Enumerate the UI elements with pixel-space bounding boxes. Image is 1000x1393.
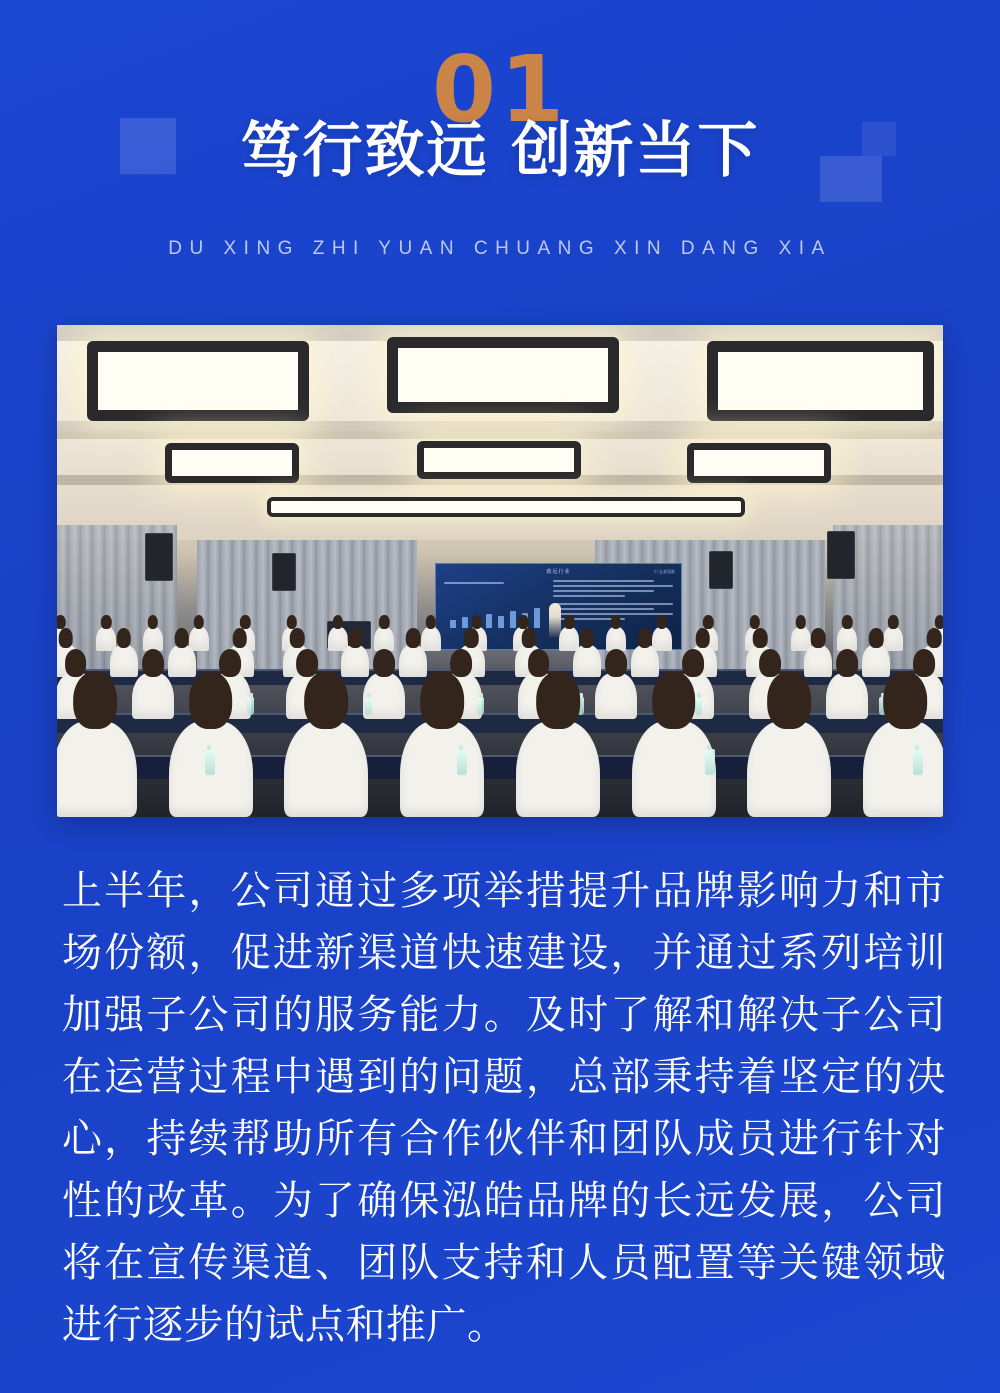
conference-photo [57,325,943,817]
water-bottle [365,697,372,715]
decorative-square-right-small [862,122,896,156]
photo-scene [57,325,943,817]
decorative-square-right [820,156,882,202]
ceiling-light-strip [267,497,745,517]
ceiling-light [387,337,619,413]
title-block [0,112,1000,204]
ceiling-light [687,443,831,483]
body-paragraph: 上半年，公司通过多项举措提升品牌影响力和市场份额，促进新渠道快速建设，并通过系列培训加强子公司的服务能力。及时了解和解决子公司在运营过程中遇到的问题，总部秉持着坚定的决心，持续帮助所有合作伙伴和团队成员进行针对性的改革。为了确保泓皓品牌的长远发展，公司将在宣传渠道、团队支持和人员配置等关键领域进行逐步的试点和推广。 [62,868,946,1348]
water-bottle [247,697,254,715]
ceiling-light [417,441,581,479]
water-bottle [705,749,715,775]
speaker-right-lower [709,551,733,589]
slide-brand: 川 弘泰泓皓 [653,569,675,574]
speaker-right [827,531,855,579]
water-bottle [695,697,702,715]
water-bottle [457,749,467,775]
speaker-left-lower [272,553,296,591]
ceiling [57,325,943,540]
audience-row-foreground [57,717,943,817]
slide-title: 致远行业 [546,569,571,575]
ceiling-light [87,341,309,421]
decorative-square-left [120,118,176,174]
speaker-left [145,533,173,581]
water-bottle [205,749,215,775]
water-bottle [913,749,923,775]
section-number: 01 [431,36,569,143]
ceiling-light [165,443,299,483]
ceiling-light [707,341,934,421]
page-header [0,0,1000,300]
page-title: 笃行致远 创新当下 [240,116,760,186]
page-title-pinyin: DU XING ZHI YUAN CHUANG XIN DANG XIA [168,238,832,259]
water-bottle [477,697,484,715]
